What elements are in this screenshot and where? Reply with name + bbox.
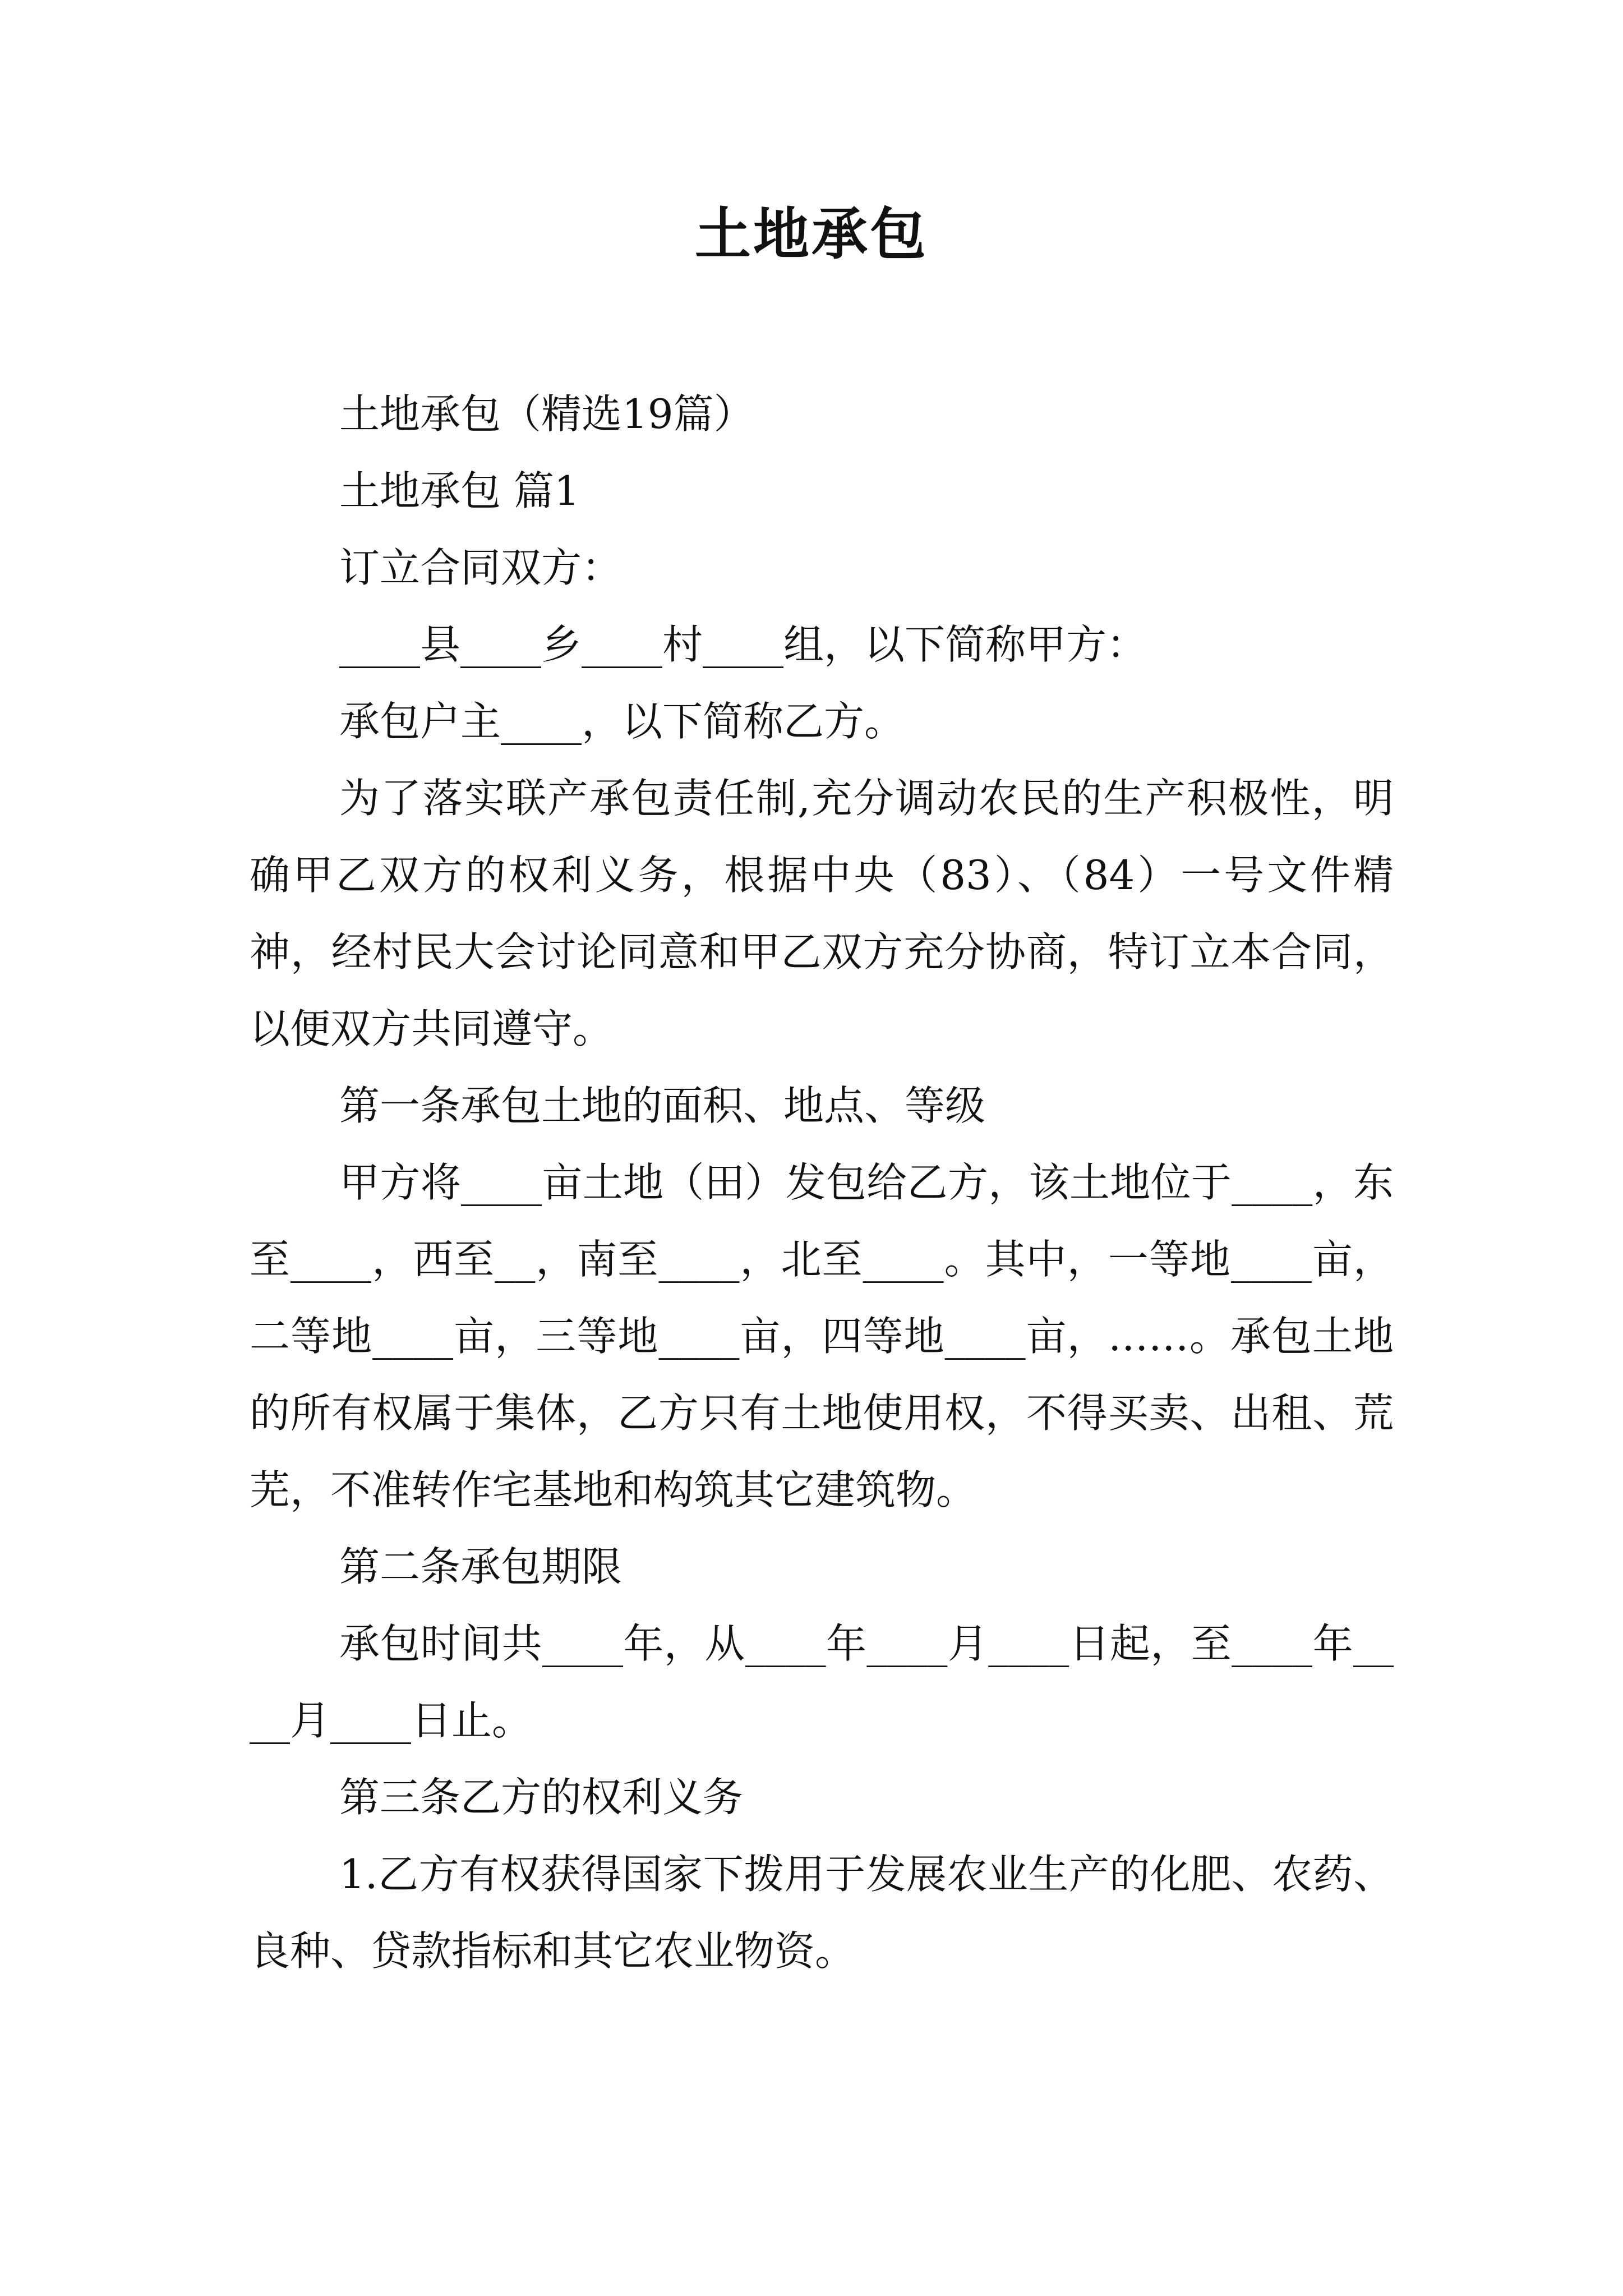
paragraph-article-3-item-1: 1.乙方有权获得国家下拨用于发展农业生产的化肥、农药、良种、贷款指标和其它农业物资。 — [250, 1851, 1394, 1975]
document-title: 土地承包 — [695, 201, 928, 267]
paragraph-parties-heading: 订立合同双方： — [339, 544, 623, 591]
document-body — [250, 376, 1394, 1990]
paragraph-article-3-heading: 第三条乙方的权利义务 — [339, 1774, 744, 1821]
paragraph-article-2-body: 承包时间共____年，从____年____月____日起，至____年____月____日止。 — [250, 1620, 1394, 1744]
paragraph-article-1-body: 甲方将____亩土地（田）发包给乙方，该土地位于____，东至____，西至__，南至____，北至____。其中，一等地____亩，二等地____亩，三等地____亩，四等地____亩，……。承包土地的所有权属于集体，乙方只有土地使用权，不得买卖、出租、荒芜，不准转作宅基地和构筑其它建筑物。 — [250, 1159, 1394, 1513]
paragraph-party-b: 承包户主____，以下简称乙方。 — [339, 698, 905, 745]
paragraph-subtitle: 土地承包（精选19篇） — [339, 390, 754, 438]
paragraph-party-a: ____县____乡____村____组，以下简称甲方： — [339, 621, 1147, 668]
paragraph-article-2-heading: 第二条承包期限 — [339, 1543, 623, 1590]
paragraph-section-heading: 土地承包 篇1 — [339, 467, 580, 514]
paragraph-article-1-heading: 第一条承包土地的面积、地点、等级 — [339, 1082, 986, 1129]
paragraph-purpose: 为了落实联产承包责任制,充分调动农民的生产积极性，明确甲乙双方的权利义务，根据中央（83）、（84）一号文件精神，经村民大会讨论同意和甲乙双方充分协商，特订立本合同，以便双方共同遵守。 — [250, 775, 1394, 1052]
